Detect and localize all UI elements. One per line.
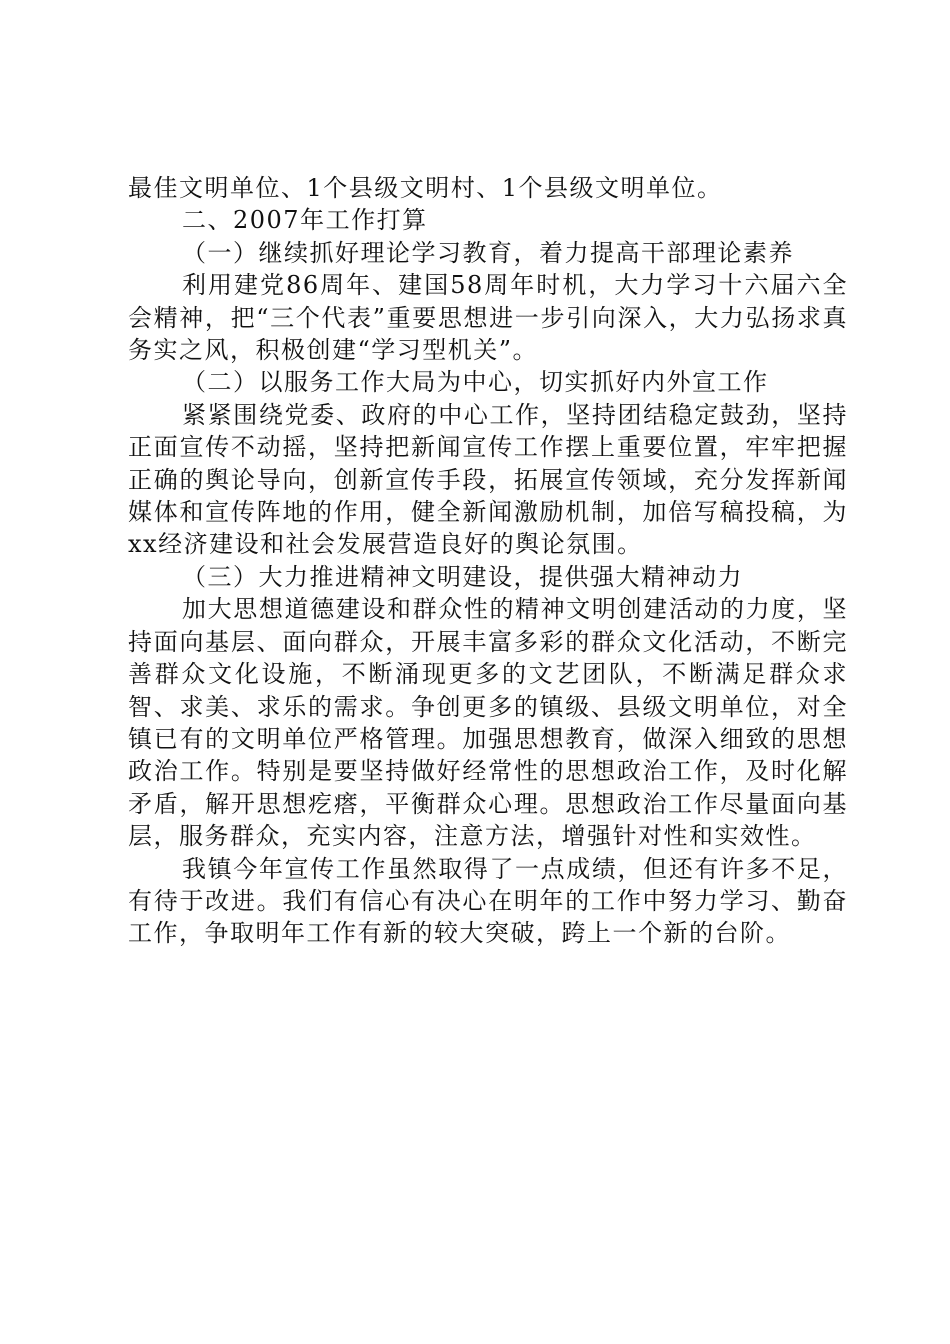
paragraph-continuation: 最佳文明单位、1个县级文明村、1个县级文明单位。 bbox=[128, 174, 723, 202]
section-heading-2007-plan: 二、2007年工作打算 bbox=[182, 206, 428, 235]
subheading-spiritual-civilization: （三）大力推进精神文明建设，提供强大精神动力 bbox=[182, 562, 743, 591]
subheading-publicity-work: （二）以服务工作大局为中心，切实抓好内外宣工作 bbox=[182, 368, 769, 397]
paragraph-spiritual-civilization: 加大思想道德建设和群众性的精神文明创建活动的力度，坚持面向基层、面向群众，开展丰富多彩的群众文化活动，不断完善群众文化设施，不断涌现更多的文艺团队，不断满足群众求智、求美、求乐的需求。争创更多的镇级、县级文明单位，对全镇已有的文明单位严格管理。加强思想教育，做深入细致的思想政治工作。特别是要坚持做好经常性的思想政治工作，及时化解矛盾，解开思想疙瘩，平衡群众心理。思想政治工作尽量面向基层，服务群众，充实内容，注意方法，增强针对性和实效性。 bbox=[128, 595, 848, 851]
paragraph-conclusion: 我镇今年宣传工作虽然取得了一点成绩，但还有许多不足，有待于改进。我们有信心有决心在明年的工作中努力学习、勤奋工作，争取明年工作有新的较大突破，跨上一个新的台阶。 bbox=[128, 854, 848, 948]
document-body bbox=[128, 172, 848, 950]
paragraph-theory-study: 利用建党86周年、建国58周年时机，大力学习十六届六全会精神，把“三个代表”重要思想进一步引向深入，大力弘扬求真务实之风，积极创建“学习型机关”。 bbox=[128, 271, 848, 365]
paragraph-publicity-work: 紧紧围绕党委、政府的中心工作，坚持团结稳定鼓劲，坚持正面宣传不动摇，坚持把新闻宣传工作摆上重要位置，牢牢把握正确的舆论导向，创新宣传手段，拓展宣传领域，充分发挥新闻媒体和宣传阵地的作用，健全新闻激励机制，加倍写稿投稿，为xx经济建设和社会发展营造良好的舆论氛围。 bbox=[128, 400, 848, 559]
subheading-theory-study: （一）继续抓好理论学习教育，着力提高干部理论素养 bbox=[182, 238, 794, 267]
